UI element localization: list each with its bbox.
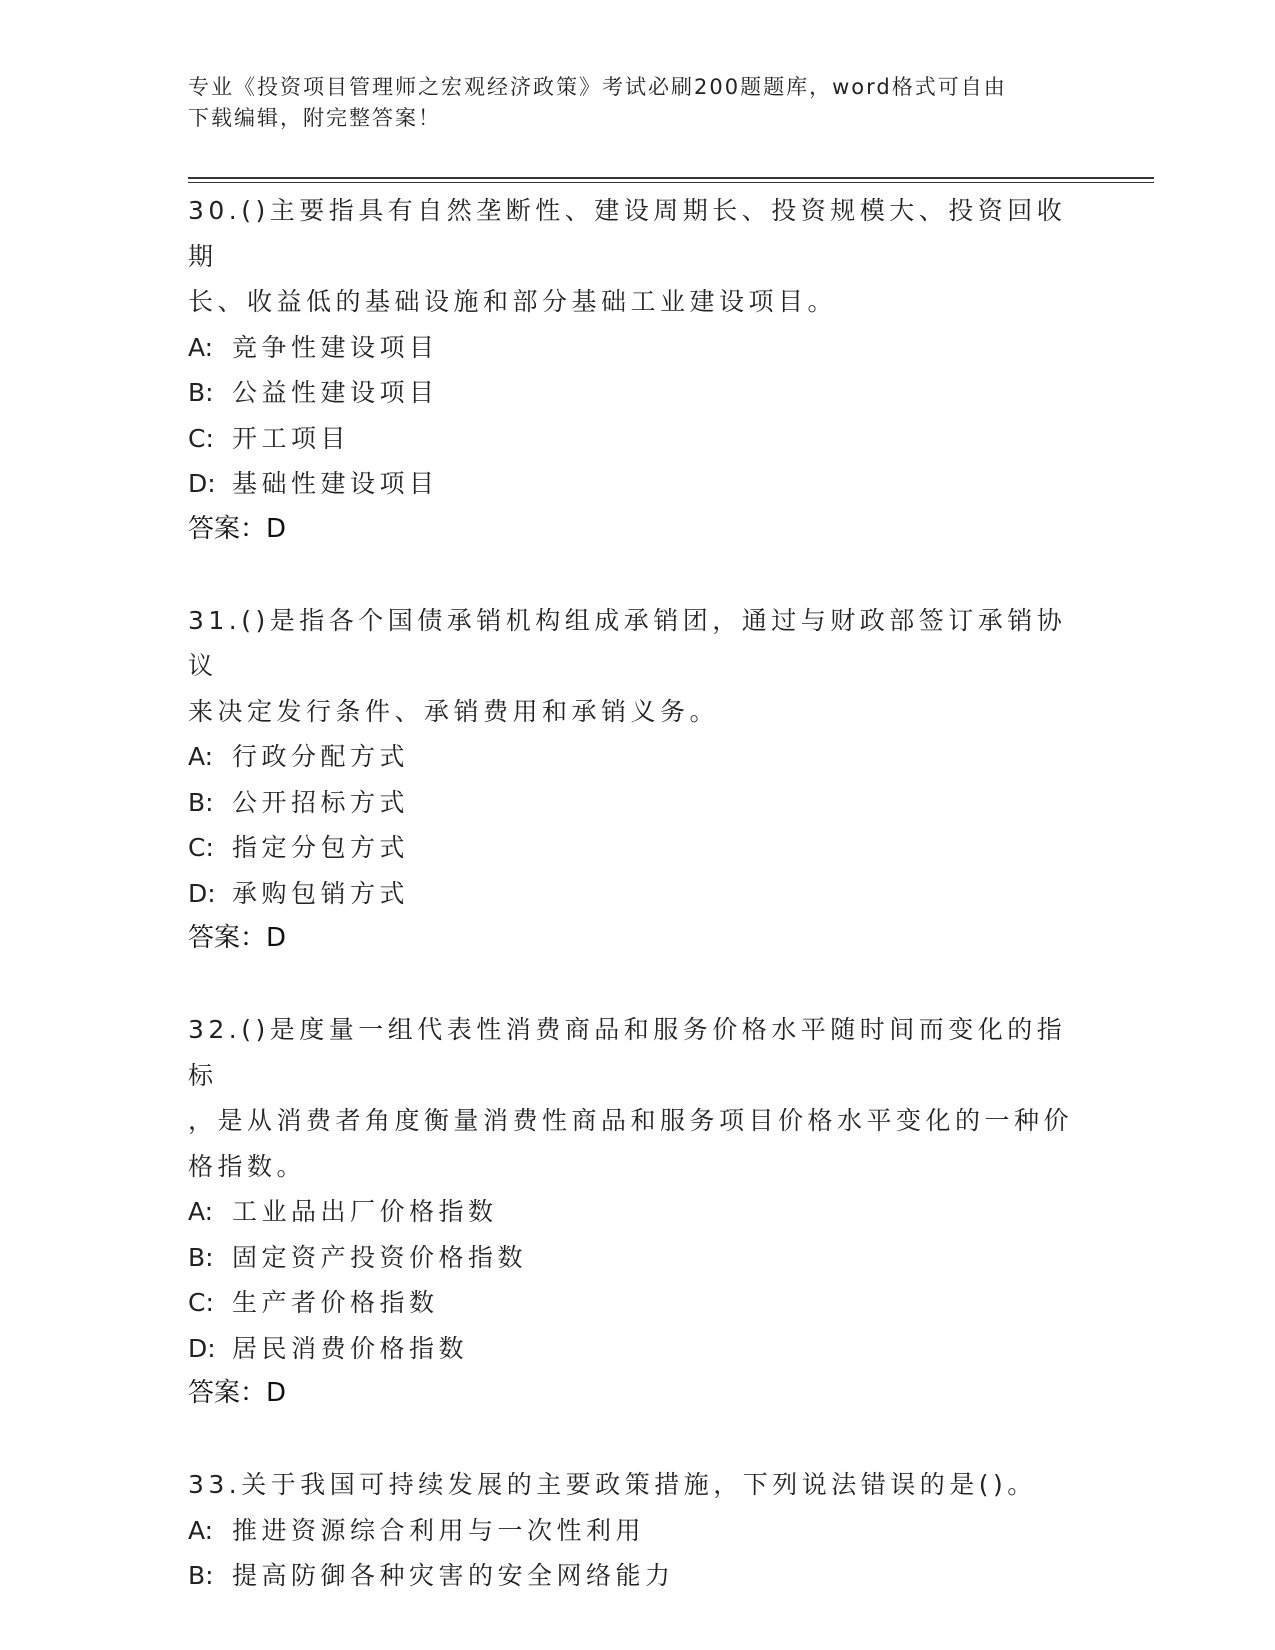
- option-letter: D:: [188, 878, 216, 908]
- option-b: [188, 370, 1088, 416]
- option-letter: C:: [188, 1288, 214, 1317]
- header-line-2: 下载编辑，附完整答案！: [188, 106, 441, 130]
- question-spacer: [188, 962, 1088, 1008]
- option-text: 固定资产投资价格指数: [232, 1242, 528, 1272]
- option-letter: C:: [188, 833, 214, 862]
- option-b: [188, 1235, 1088, 1281]
- question-stem: [188, 1007, 1088, 1189]
- question-stem-line: 31.()是指各个国债承销机构组成承销团，通过与财政部签订承销协议: [188, 605, 1067, 680]
- question-item: [188, 598, 1088, 962]
- question-stem-line: 33.关于我国可持续发展的主要政策措施，下列说法错误的是()。: [188, 1470, 1037, 1499]
- option-b: [188, 780, 1088, 826]
- option-d: [188, 1326, 1088, 1372]
- option-b: [188, 1553, 1088, 1599]
- option-letter: A:: [188, 1515, 214, 1545]
- question-item: [188, 1007, 1088, 1417]
- answer-line: 答案：D: [188, 1378, 287, 1408]
- option-a: [188, 1189, 1088, 1235]
- header-divider-thick: [188, 177, 1154, 179]
- option-text: 指定分包方式: [232, 833, 410, 862]
- option-letter: B:: [188, 1561, 214, 1590]
- option-letter: B:: [188, 1242, 214, 1272]
- option-a: [188, 325, 1088, 371]
- option-text: 承购包销方式: [232, 878, 410, 908]
- answer-line: 答案：D: [188, 923, 287, 953]
- question-list: [188, 188, 1088, 1599]
- option-text: 居民消费价格指数: [232, 1333, 469, 1363]
- option-text: 基础性建设项目: [232, 469, 439, 498]
- option-text: 提高防御各种灾害的安全网络能力: [232, 1561, 675, 1590]
- question-stem: [188, 1462, 1088, 1508]
- question-spacer: [188, 552, 1088, 598]
- option-letter: B:: [188, 378, 214, 407]
- question-stem-line: ，是从消费者角度衡量消费性商品和服务项目价格水平变化的一种价: [188, 1106, 1074, 1135]
- option-letter: D:: [188, 1333, 216, 1363]
- option-letter: D:: [188, 469, 216, 498]
- question-stem-line: 格指数。: [188, 1151, 307, 1181]
- question-stem-line: 长、收益低的基础设施和部分基础工业建设项目。: [188, 287, 838, 316]
- option-text: 工业品出厂价格指数: [232, 1197, 498, 1226]
- option-a: [188, 1508, 1088, 1554]
- option-text: 公开招标方式: [232, 787, 410, 817]
- header-divider-thin: [188, 182, 1154, 183]
- question-stem: [188, 598, 1088, 735]
- option-text: 开工项目: [232, 423, 351, 453]
- answer-line: 答案：D: [188, 513, 287, 544]
- option-letter: A:: [188, 332, 214, 362]
- document-header: [188, 72, 1068, 134]
- option-c: [188, 825, 1088, 871]
- option-text: 竞争性建设项目: [232, 332, 439, 362]
- option-text: 推进资源综合利用与一次性利用: [232, 1515, 646, 1545]
- question-stem: [188, 188, 1088, 325]
- option-a: [188, 734, 1088, 780]
- question-spacer: [188, 1417, 1088, 1463]
- question-item: [188, 188, 1088, 552]
- header-line-1: 专业《投资项目管理师之宏观经济政策》考试必刷200题题库，word格式可自由: [188, 75, 1007, 99]
- option-letter: A:: [188, 1197, 214, 1226]
- option-text: 行政分配方式: [232, 742, 410, 771]
- option-letter: A:: [188, 742, 214, 771]
- option-c: [188, 416, 1088, 462]
- option-d: [188, 461, 1088, 507]
- option-letter: B:: [188, 787, 214, 817]
- question-item: [188, 1462, 1088, 1599]
- question-stem-line: 32.()是度量一组代表性消费商品和服务价格水平随时间而变化的指标: [188, 1015, 1067, 1090]
- option-letter: C:: [188, 423, 214, 453]
- question-stem-line: 30.()主要指具有自然垄断性、建设周期长、投资规模大、投资回收期: [188, 196, 1067, 271]
- option-d: [188, 871, 1088, 917]
- option-text: 生产者价格指数: [232, 1288, 439, 1317]
- option-c: [188, 1280, 1088, 1326]
- question-stem-line: 来决定发行条件、承销费用和承销义务。: [188, 696, 720, 726]
- option-text: 公益性建设项目: [232, 378, 439, 407]
